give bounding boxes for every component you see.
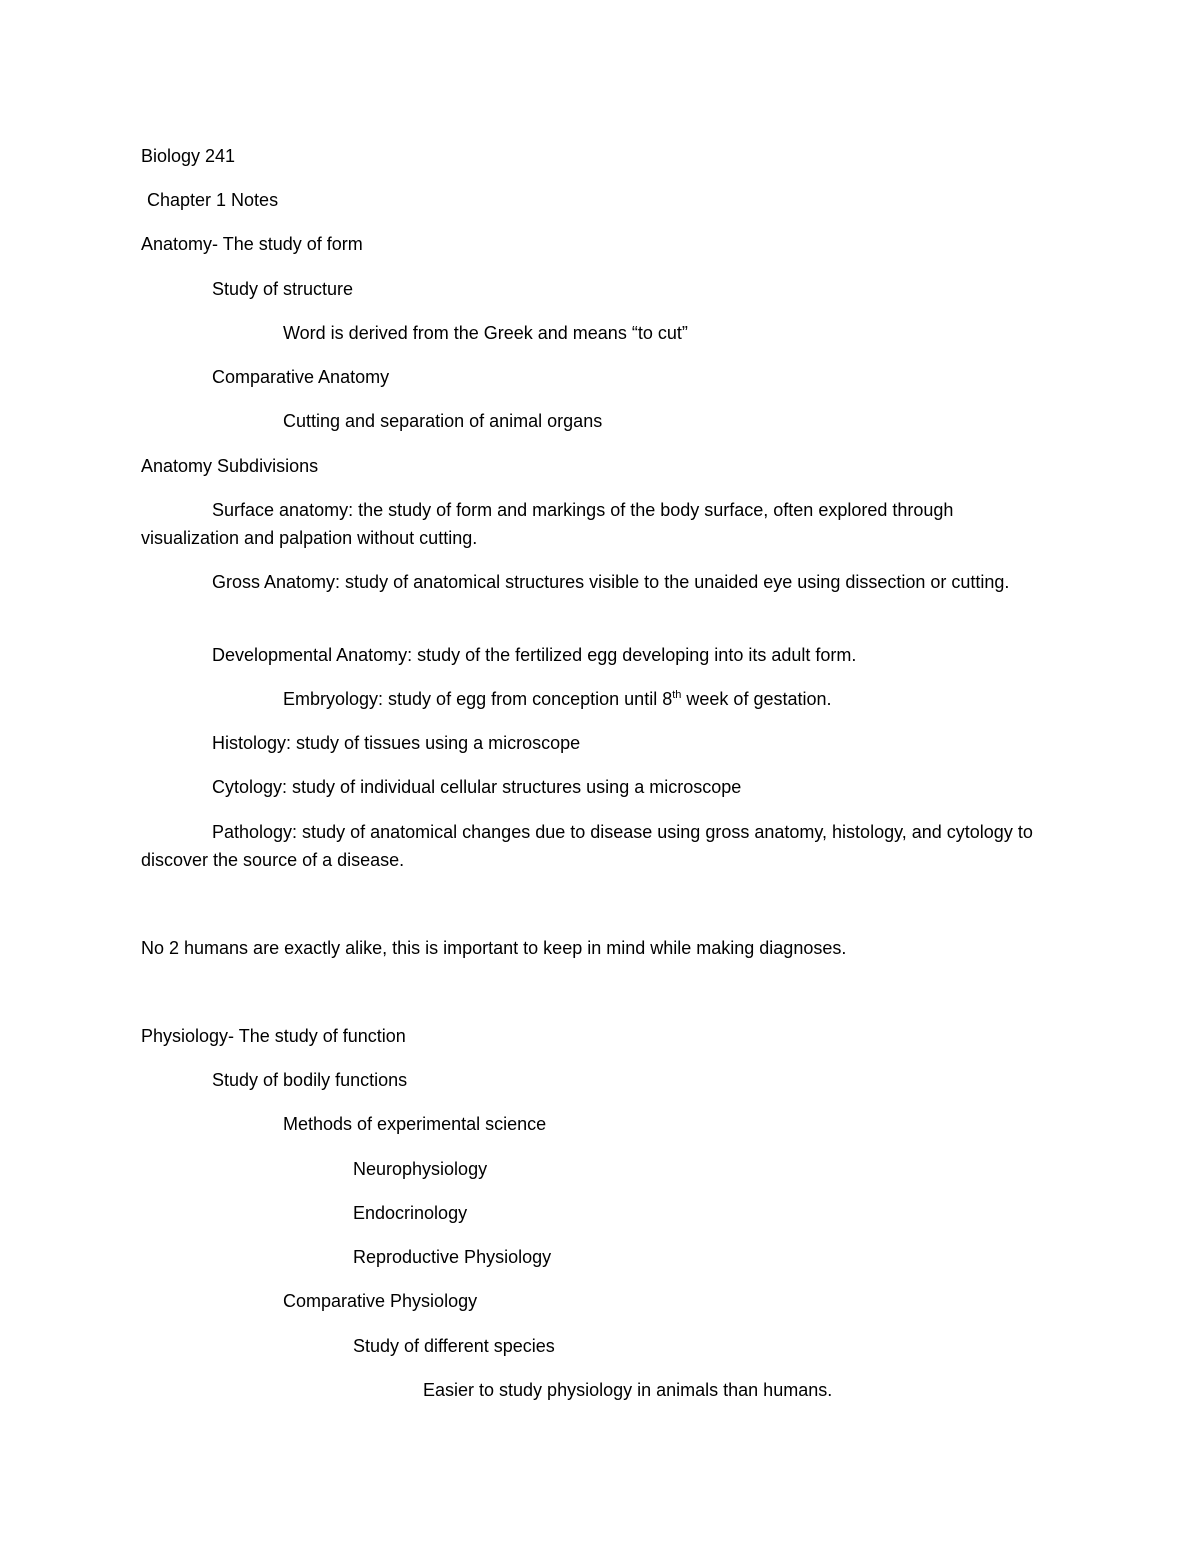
physiology-methods: Methods of experimental science <box>283 1114 547 1134</box>
anatomy-word-origin: Word is derived from the Greek and means “to cut” <box>283 323 688 343</box>
embryology-superscript: th <box>672 689 682 701</box>
anatomy-study-structure: Study of structure <box>212 279 354 299</box>
reproductive-physiology: Reproductive Physiology <box>353 1247 552 1267</box>
physiology-bodily: Study of bodily functions <box>212 1070 408 1090</box>
comparative-physiology: Comparative Physiology <box>283 1291 478 1311</box>
anatomy-heading: Anatomy- The study of form <box>141 234 363 254</box>
histology: Histology: study of tissues using a microscope <box>212 733 581 753</box>
embryology-text-end: week of gestation. <box>681 689 832 709</box>
humans-note: No 2 humans are exactly alike, this is important to keep in mind while making diagnoses. <box>141 938 847 958</box>
neurophysiology: Neurophysiology <box>353 1159 488 1179</box>
comparative-physiology-desc: Study of different species <box>353 1336 555 1356</box>
course-title: Biology 241 <box>141 146 236 166</box>
embryology-text: Embryology: study of egg from conception until 8 <box>283 689 673 709</box>
subdivisions-heading: Anatomy Subdivisions <box>141 456 319 476</box>
developmental-anatomy: Developmental Anatomy: study of the fertilized egg developing into its adult form. <box>212 645 857 665</box>
endocrinology: Endocrinology <box>353 1203 468 1223</box>
comparative-anatomy: Comparative Anatomy <box>212 367 390 387</box>
surface-anatomy: Surface anatomy: the study of form and markings of the body surface, often explored through visualization and palpation without cutting. <box>141 500 954 548</box>
comparative-anatomy-desc: Cutting and separation of animal organs <box>283 411 603 431</box>
physiology-heading: Physiology- The study of function <box>141 1026 406 1046</box>
pathology: Pathology: study of anatomical changes due to disease using gross anatomy, histology, and cytology to discover the source of a disease. <box>141 822 1033 870</box>
gross-anatomy: Gross Anatomy: study of anatomical structures visible to the unaided eye using dissection or cutting. <box>212 572 1010 592</box>
embryology <box>283 685 1183 713</box>
cytology: Cytology: study of individual cellular structures using a microscope <box>212 777 742 797</box>
chapter-title: Chapter 1 Notes <box>147 190 279 210</box>
comparative-physiology-note: Easier to study physiology in animals than humans. <box>423 1380 833 1400</box>
